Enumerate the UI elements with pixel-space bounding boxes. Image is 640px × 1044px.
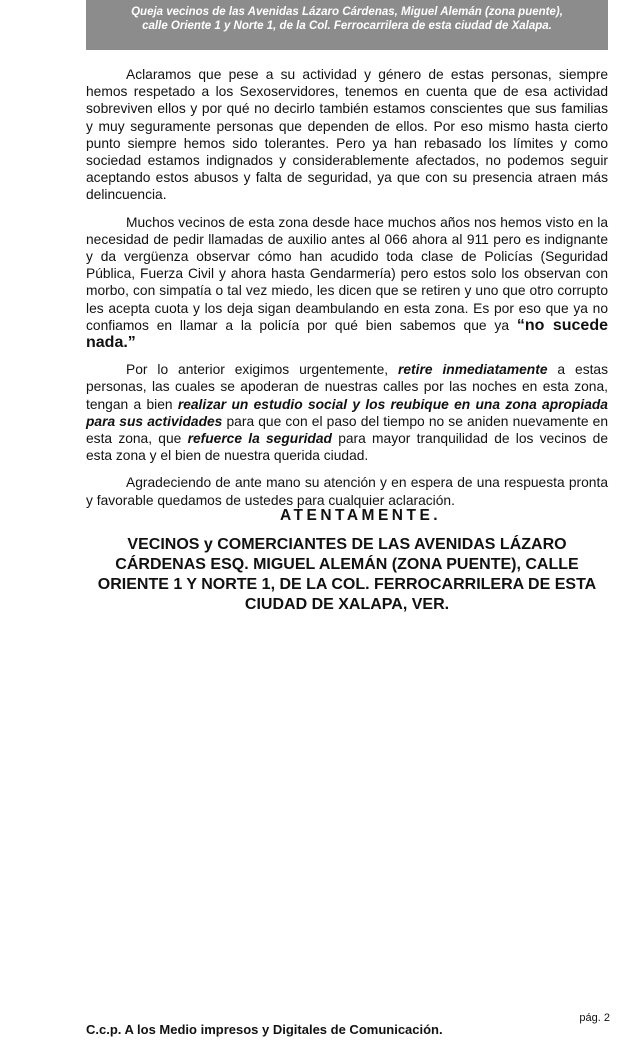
paragraph-4: Agradeciendo de ante mano su atención y en espera de una respuesta pronta y favorable quedamos de ustedes para cualquier aclaración. xyxy=(86,475,608,508)
closing-atentamente: ATENTAMENTE. xyxy=(280,507,442,524)
paragraph-3-part-a: Por lo anterior exigimos urgentemente, xyxy=(126,362,389,378)
paragraph-3-part-e: para que con el paso del tiempo no se aniden nuevamente en esta zona, que xyxy=(86,413,608,447)
no-sucede-nada-quote: “no sucede nada.” xyxy=(86,316,609,352)
paragraph-3 xyxy=(86,361,608,464)
paragraph-3-emphasis-retire: retire inmediatamente xyxy=(398,362,548,378)
signature-block: VECINOS y COMERCIANTES DE LAS AVENIDAS LÁZARO CÁRDENAS ESQ. MIGUEL ALEMÁN (ZONA PUENTE), CALLE ORIENTE 1 Y NORTE 1, DE LA COL. FERROCARRILERA DE ESTA CIUDAD DE XALAPA, VER. xyxy=(97,536,597,613)
ccp-line: C.c.p. A los Medio impresos y Digitales de Comunicación. xyxy=(86,1022,443,1037)
paragraph-2-text: Muchos vecinos de esta zona desde hace muchos años nos hemos visto en la necesidad de pedir llamadas de auxilio antes al 066 ahora al 911 pero es indignante y da vergüenza observar cómo han acudido toda clase de Policías (Seguridad Pública, Fuerza Civil y ahora hasta Gendarmería) pero estos solo los observan con morbo, con simpatía o tal vez miedo, les dicen que se retiren y uno que otro corrupto les acepta cuota y los deja sigan deambulando en esta zona. Es por eso que ya no confiamos en llamar a la policía por qué bien sabemos que ya xyxy=(86,214,608,333)
document-header xyxy=(86,0,608,50)
paragraph-3-part-g: para mayor tranquilidad de los vecinos de esta zona y el bien de nuestra querida ciudad. xyxy=(86,431,609,464)
letter-body xyxy=(86,66,608,519)
page-number: pág. 2 xyxy=(579,1012,610,1024)
paragraph-1: Aclaramos que pese a su actividad y género de estas personas, siempre hemos respetado a los Sexoservidores, tenemos en cuenta que de esa actividad sobreviven ellos y por qué no decirlo también estamos conscientes que sus familias y muy seguramente personas que dependen de ellos. Por eso mismo hasta cierto punto siempre hemos sido tolerantes. Pero ya han rebasado los límites y como sociedad estamos indignados y considerablemente afectados, no podemos seguir aceptando estos abusos y falta de seguridad, ya que con su presencia atraen más delincuencia. xyxy=(86,67,608,203)
header-line-1: Queja vecinos de las Avenidas Lázaro Cárdenas, Miguel Alemán (zona puente), xyxy=(131,6,563,18)
paragraph-3-part-c: a estas personas, las cuales se apoderan de nuestras calles por las noches en esta zona, tengan a bien xyxy=(86,362,608,412)
paragraph-2 xyxy=(86,214,608,352)
paragraph-3-emphasis-estudio: realizar un estudio social y los reubique en una zona apropiada para sus actividades xyxy=(86,396,608,429)
paragraph-3-emphasis-seguridad: refuerce la seguridad xyxy=(187,431,332,447)
header-line-2: calle Oriente 1 y Norte 1, de la Col. Ferrocarrilera de esta ciudad de Xalapa. xyxy=(142,20,552,32)
